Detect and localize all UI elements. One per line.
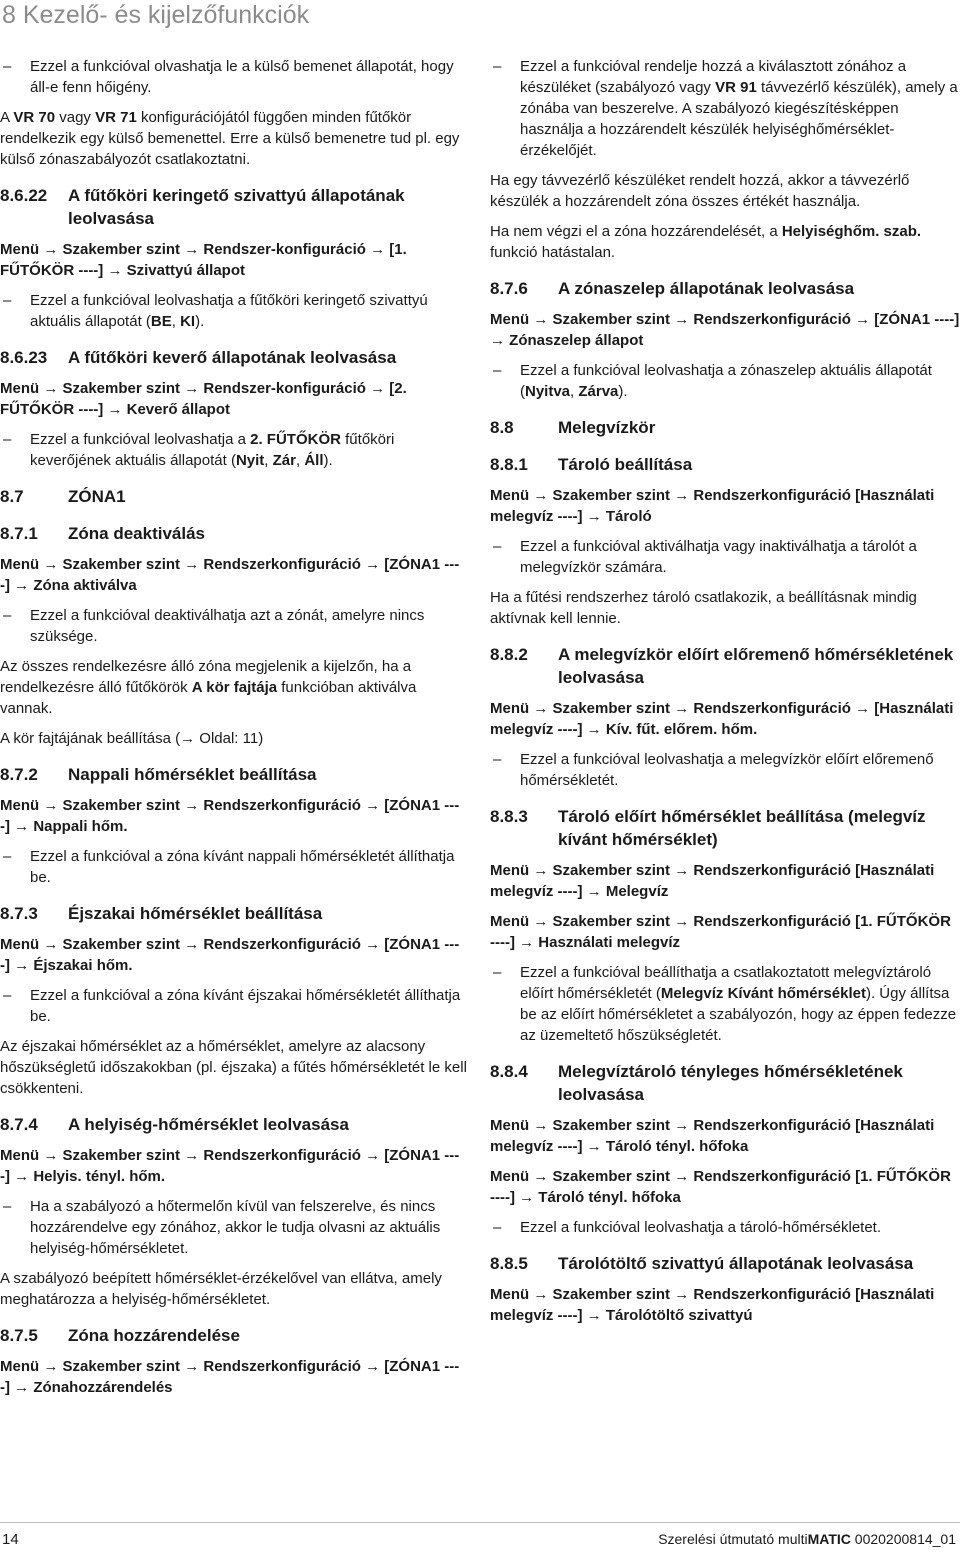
- section-number: 8.6.22: [0, 186, 48, 205]
- text-run: ,: [171, 313, 181, 330]
- section-heading: [490, 1060, 960, 1106]
- text-run: fűtőköri keverőjének aktuális állapotát (: [30, 431, 395, 469]
- paragraph: [0, 107, 468, 170]
- section-title: Tárolótöltő szivattyú állapotának leolvasása: [558, 1254, 914, 1273]
- paragraph: [0, 656, 468, 719]
- text-run: ).: [195, 313, 205, 330]
- dash-list-item: [490, 536, 960, 578]
- bold-text: Helyiséghőm. szab.: [781, 223, 922, 240]
- bold-text: Nyitva: [525, 383, 571, 400]
- text-run: Ha a szabályozó a hőtermelőn kívül van felszerelve, és nincs hozzárendelve egy zónához, akkor le tudja olvasni az aktuális helyiség-hőmérsékletet.: [30, 1198, 441, 1257]
- menu-path: Menü → Szakember szint → Rendszerkonfiguráció → [ZÓNA1 ----] → Zónahozzárendelés: [0, 1358, 460, 1396]
- text-run: Ezzel a funkcióval leolvashatja a melegvízkör előírt előremenő hőmérsékletét.: [520, 751, 934, 789]
- text-run: Ezzel a funkcióval beállíthatja a csatlakoztatott melegvíztároló előírt hőmérsékletét (: [520, 964, 932, 1002]
- page-header: [0, 0, 960, 34]
- doc-brand-light: multi: [778, 1531, 808, 1547]
- text-run: A: [0, 109, 14, 126]
- bold-text: 2. FŰTŐKÖR: [250, 431, 341, 448]
- bold-text: KI: [180, 313, 196, 330]
- menu-path: Menü → Szakember szint → Rendszerkonfiguráció [Használati melegvíz ----] → Tárolótöltő szivattyú: [490, 1286, 935, 1324]
- dash-list-item: [0, 1196, 468, 1259]
- dash-list-item: [0, 985, 468, 1027]
- text-run: Ha a fűtési rendszerhez tároló csatlakozik, a beállításnak mindig aktívnak kell lennie.: [490, 589, 917, 627]
- text-run: Ezzel a funkcióval deaktiválhatja azt a zónát, amelyre nincs szüksége.: [30, 607, 425, 645]
- paragraph: [490, 170, 960, 212]
- dash-list-item: [490, 360, 960, 402]
- text-run: konfigurációjától függően minden fűtőkör rendelkezik egy külső bemenettel. Erre a külső bemenetre tud pl. egy külső zónaszabályozót csatlakoztatni.: [0, 109, 460, 168]
- section-heading: [490, 453, 960, 476]
- menu-path: Menü → Szakember szint → Rendszerkonfiguráció [Használati melegvíz ----] → Tároló: [490, 487, 935, 525]
- section-heading: [490, 805, 960, 851]
- section-heading: [0, 346, 468, 369]
- text-run: Ezzel a funkcióval leolvashatja a zónaszelep aktuális állapotát (: [520, 362, 932, 400]
- text-run: ,: [570, 383, 579, 400]
- section-title: Melegvízkör: [558, 418, 656, 437]
- section-title: A fűtőköri keverő állapotának leolvasása: [68, 348, 397, 367]
- menu-path: Menü → Szakember szint → Rendszerkonfiguráció → [ZÓNA1 ----] → Helyis. tényl. hőm.: [0, 1147, 460, 1185]
- text-run: ). Úgy állítsa be az előírt hőmérsékletet a szabályozón, hogy az éppen fedezze az üzemeltető hőszükségletét.: [520, 985, 957, 1044]
- section-title: Tároló beállítása: [558, 455, 693, 474]
- dash-list-item: [0, 290, 468, 332]
- menu-path: Menü → Szakember szint → Rendszerkonfiguráció → [ZÓNA1 ----] → Éjszakai hőm.: [0, 936, 460, 974]
- section-heading: [490, 416, 960, 439]
- section-number: 8.7.2: [0, 765, 38, 784]
- doc-prefix: Szerelési útmutató: [658, 1531, 779, 1547]
- right-column: [490, 56, 960, 1335]
- section-number: 8.7: [0, 487, 24, 506]
- page-number: 14: [2, 1531, 19, 1548]
- bold-text: VR 70: [13, 109, 56, 126]
- text-run: Az éjszakai hőmérséklet az a hőmérséklet, amelyre az alacsony hőszükségletű időszakokban (pl. éjszaka) a fűtés hőmérsékletét le kell csökkenteni.: [0, 1038, 467, 1097]
- section-title: ZÓNA1: [68, 487, 126, 506]
- paragraph: [0, 728, 468, 749]
- bold-text: A kör fajtája: [191, 679, 278, 696]
- menu-path: Menü → Szakember szint → Rendszerkonfiguráció → [ZÓNA1 ----] → Zónaszelep állapot: [490, 311, 960, 349]
- section-title: Nappali hőmérséklet beállítása: [68, 765, 317, 784]
- text-run: Ezzel a funkcióval olvashatja le a külső bemenet állapotát, hogy áll-e fenn hőigény.: [30, 58, 454, 96]
- dash-list-item: [0, 605, 468, 647]
- paragraph: [0, 1268, 468, 1310]
- text-run: Az összes rendelkezésre álló zóna megjelenik a kijelzőn, ha a rendelkezésre álló fűtőkörök: [0, 658, 412, 696]
- section-heading: [0, 184, 468, 230]
- section-title: Melegvíztároló tényleges hőmérsékletének leolvasása: [558, 1062, 903, 1104]
- section-number: 8.7.4: [0, 1115, 38, 1134]
- text-run: vagy: [55, 109, 96, 126]
- section-title: Zóna hozzárendelése: [68, 1326, 240, 1345]
- text-run: Ezzel a funkcióval leolvashatja a: [30, 431, 251, 448]
- section-heading: [0, 522, 468, 545]
- text-run: Ha egy távvezérlő készüléket rendelt hozzá, akkor a távvezérlő készülék a hozzárendelt zóna összes értékét használja.: [490, 172, 910, 210]
- section-number: 8.7.3: [0, 904, 38, 923]
- bold-text: Melegvíz Kívánt hőmérséklet: [660, 985, 866, 1002]
- menu-path: Menü → Szakember szint → Rendszerkonfiguráció → [ZÓNA1 ----] → Zóna aktiválva: [0, 556, 460, 594]
- dash-list-item: [490, 1217, 960, 1238]
- section-heading: [0, 1324, 468, 1347]
- text-run: A szabályozó beépített hőmérséklet-érzékelővel van ellátva, amely meghatározza a helyiség-hőmérsékletet.: [0, 1270, 442, 1308]
- menu-path: Menü → Szakember szint → Rendszerkonfiguráció [1. FŰTŐKÖR ----] → Használati melegvíz: [490, 913, 951, 951]
- text-run: Ezzel a funkcióval rendelje hozzá a kiválasztott zónához a készüléket (szabályozó vagy: [520, 58, 907, 96]
- section-heading: [490, 277, 960, 300]
- dash-list-item: [490, 962, 960, 1046]
- text-run: A kör fajtájának beállítása (→ Oldal: 11): [0, 730, 264, 747]
- bold-text: VR 71: [95, 109, 137, 126]
- bold-text: Áll: [304, 452, 324, 469]
- dash-list-item: [490, 749, 960, 791]
- section-number: 8.6.23: [0, 348, 48, 367]
- text-run: Ezzel a funkcióval leolvashatja a fűtőköri keringető szivattyú aktuális állapotát (: [30, 292, 428, 330]
- section-number: 8.8.1: [490, 455, 528, 474]
- text-run: Ezzel a funkcióval a zóna kívánt éjszakai hőmérsékletét állíthatja be.: [30, 987, 461, 1025]
- text-run: ).: [323, 452, 333, 469]
- dash-list-item: [0, 429, 468, 471]
- section-number: 8.8.3: [490, 807, 528, 826]
- text-run: Ezzel a funkcióval a zóna kívánt nappali hőmérsékletét állíthatja be.: [30, 848, 455, 886]
- text-run: ).: [618, 383, 628, 400]
- menu-path: Menü → Szakember szint → Rendszerkonfiguráció → [Használati melegvíz ----] → Kív. fűt. előrem. hőm.: [490, 700, 954, 738]
- section-heading: [0, 902, 468, 925]
- bold-text: Zárva: [578, 383, 619, 400]
- text-run: funkció hatástalan.: [490, 244, 616, 261]
- menu-path: Menü → Szakember szint → Rendszerkonfiguráció [Használati melegvíz ----] → Tároló tényl. hőfoka: [490, 1117, 935, 1155]
- bold-text: Zár: [272, 452, 296, 469]
- section-title: A helyiség-hőmérséklet leolvasása: [68, 1115, 349, 1134]
- menu-path: Menü → Szakember szint → Rendszerkonfiguráció [Használati melegvíz ----] → Melegvíz: [490, 862, 935, 900]
- paragraph: [0, 1036, 468, 1099]
- text-run: ,: [264, 452, 273, 469]
- section-heading: [0, 485, 468, 508]
- section-heading: [0, 763, 468, 786]
- bold-text: BE: [150, 313, 172, 330]
- section-number: 8.8.4: [490, 1062, 528, 1081]
- dash-list-item: [0, 846, 468, 888]
- text-run: funkcióban aktiválva vannak.: [0, 679, 417, 717]
- page-title: 8 Kezelő- és kijelzőfunkciók: [2, 1, 310, 29]
- paragraph: [490, 587, 960, 629]
- menu-path: Menü → Szakember szint → Rendszer-konfiguráció → [1. FŰTŐKÖR ----] → Szivattyú állapot: [0, 241, 407, 279]
- section-number: 8.7.6: [490, 279, 528, 298]
- section-number: 8.8: [490, 418, 514, 437]
- menu-path: Menü → Szakember szint → Rendszerkonfiguráció → [ZÓNA1 ----] → Nappali hőm.: [0, 797, 460, 835]
- section-title: A fűtőköri keringető szivattyú állapotának leolvasása: [68, 186, 405, 228]
- section-number: 8.8.5: [490, 1254, 528, 1273]
- section-title: A melegvízkör előírt előremenő hőmérsékletének leolvasása: [558, 645, 954, 687]
- section-heading: [490, 643, 960, 689]
- text-run: ,: [295, 452, 305, 469]
- bold-text: Nyit: [235, 452, 265, 469]
- section-number: 8.7.5: [0, 1326, 38, 1345]
- page-footer: [0, 1522, 960, 1551]
- section-title: Tároló előírt hőmérséklet beállítása (melegvíz kívánt hőmérséklet): [558, 807, 926, 849]
- menu-path: Menü → Szakember szint → Rendszerkonfiguráció [1. FŰTŐKÖR ----] → Tároló tényl. hőfoka: [490, 1168, 951, 1206]
- section-title: Zóna deaktiválás: [68, 524, 206, 543]
- text-run: Ha nem végzi el a zóna hozzárendelését, a: [490, 223, 782, 240]
- paragraph: [490, 221, 960, 263]
- doc-brand-bold: MATIC: [807, 1531, 851, 1547]
- section-heading: [490, 1252, 960, 1275]
- document-id: [658, 1531, 956, 1547]
- left-column: [0, 56, 468, 1407]
- section-number: 8.7.1: [0, 524, 38, 543]
- section-title: A zónaszelep állapotának leolvasása: [558, 279, 855, 298]
- bold-text: VR 91: [715, 79, 757, 96]
- dash-list-item: [490, 56, 960, 161]
- section-number: 8.8.2: [490, 645, 528, 664]
- dash-list-item: [0, 56, 468, 98]
- section-title: Éjszakai hőmérséklet beállítása: [68, 904, 323, 923]
- menu-path: Menü → Szakember szint → Rendszer-konfiguráció → [2. FŰTŐKÖR ----] → Keverő állapot: [0, 380, 407, 418]
- text-run: Ezzel a funkcióval leolvashatja a tároló-hőmérsékletet.: [520, 1219, 882, 1236]
- doc-suffix: 0020200814_01: [850, 1531, 956, 1547]
- text-run: távvezérlő készülék), amely a zónába van beszerelve. A szabályozó kiegészítésképpen használja a hozzárendelt készülék helyiséghőmérséklet-érzékelőjét.: [520, 79, 958, 159]
- text-run: Ezzel a funkcióval aktiválhatja vagy inaktiválhatja a tárolót a melegvízkör számára.: [520, 538, 917, 576]
- section-heading: [0, 1113, 468, 1136]
